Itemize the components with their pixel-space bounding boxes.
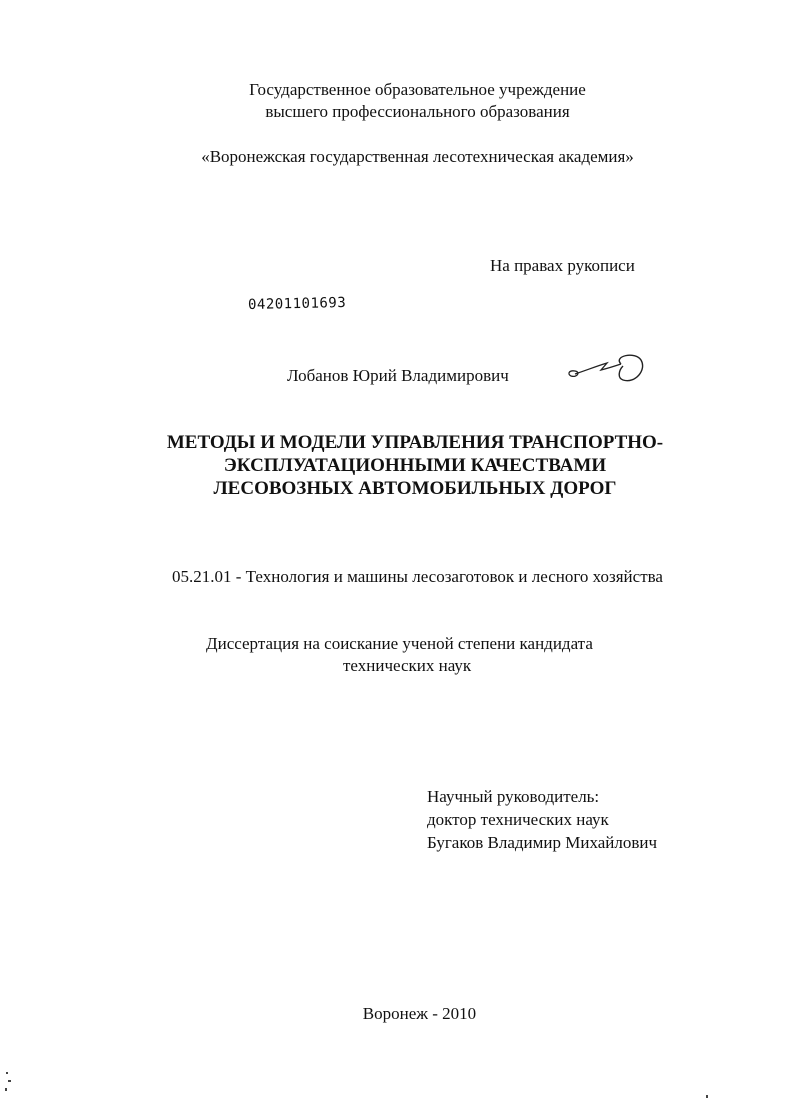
dissertation-line-1: Диссертация на соискание ученой степени кандидата (206, 634, 593, 653)
supervisor-label: Научный руководитель: (427, 787, 600, 806)
serial-number: 04201101693 (247, 294, 347, 314)
title-line-2: ЭКСПЛУАТАЦИОННЫМИ КАЧЕСТВАМИ (223, 455, 607, 476)
title-line-1: МЕТОДЫ И МОДЕЛИ УПРАВЛЕНИЯ ТРАНСПОРТНО- (166, 432, 664, 453)
dissertation-line-2: технических наук (343, 656, 472, 675)
specialty-code: 05.21.01 - Технология и машины лесозаготовок и лесного хозяйства (172, 567, 663, 586)
supervisor-name: Бугаков Владимир Михайлович (427, 833, 658, 852)
scan-speck (706, 1095, 708, 1098)
scan-speck (8, 1080, 11, 1082)
scan-speck (6, 1072, 8, 1074)
institution-line-1: Государственное образовательное учреждение (249, 80, 586, 99)
author-name: Лобанов Юрий Владимирович (287, 366, 509, 385)
title-line-3: ЛЕСОВОЗНЫХ АВТОМОБИЛЬНЫХ ДОРОГ (213, 478, 617, 499)
supervisor-degree: доктор технических наук (427, 810, 609, 829)
institution-line-2: высшего профессионального образования (265, 102, 570, 121)
scan-speck (5, 1088, 7, 1091)
manuscript-rights: На правах рукописи (490, 256, 635, 275)
city-year: Воронеж - 2010 (362, 1004, 477, 1023)
author-signature (565, 352, 650, 388)
academy-name: «Воронежская государственная лесотехническая академия» (201, 147, 634, 166)
